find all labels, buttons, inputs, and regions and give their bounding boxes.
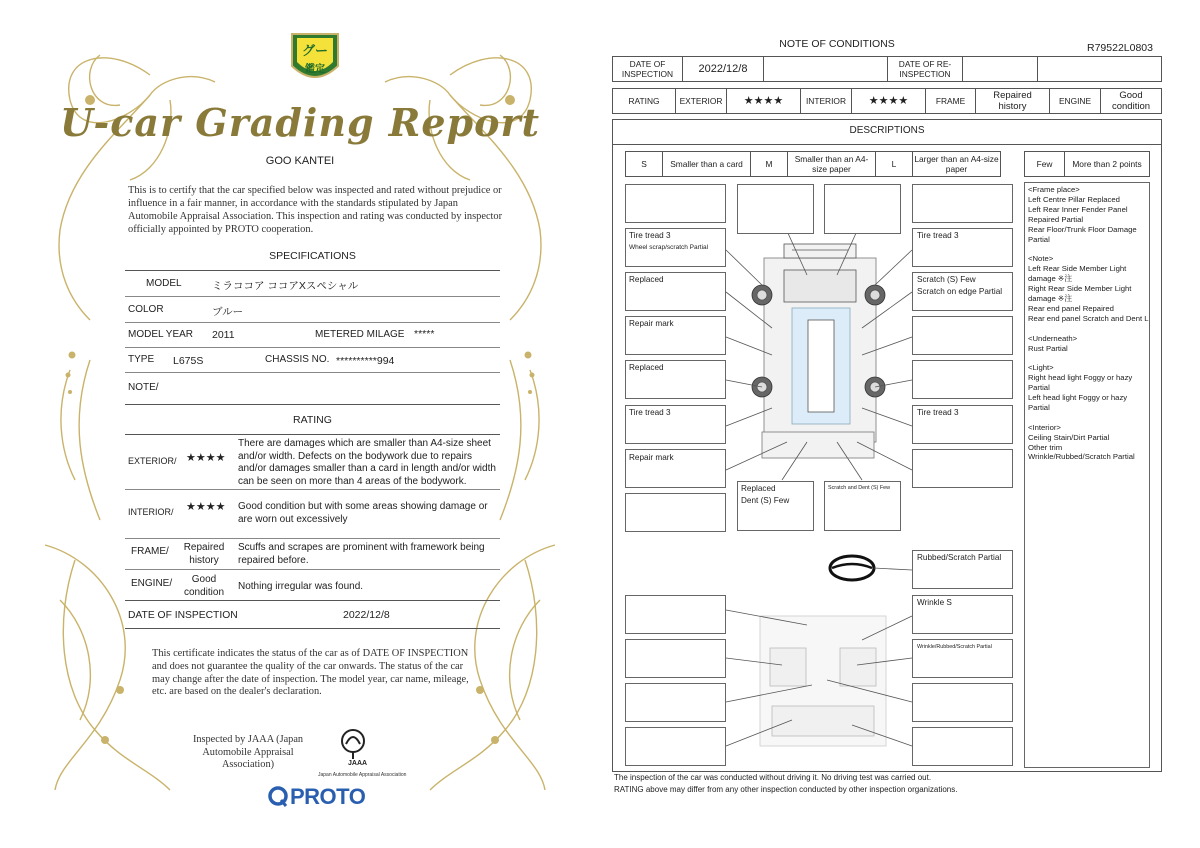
dent-note: Dent (S) Few xyxy=(741,496,790,505)
note-label: NOTE/ xyxy=(128,382,159,393)
exterior-description: There are damages which are smaller than A4-size sheet and/or width. Defects on the bodywork due to repairs and/or damages smaller than a card in length and/or width can be seen on more than 4 areas of the bodywork. xyxy=(238,438,496,487)
frame-value-cell: Repaired history xyxy=(975,88,1050,114)
divider xyxy=(125,538,500,539)
mileage-value: ***** xyxy=(414,328,435,340)
legend-l-text: Larger than an A4-size paper xyxy=(912,151,1001,177)
disclaimer-line-1: The inspection of the car was conducted without driving it. No driving test was carried out. xyxy=(614,773,932,782)
condition-box xyxy=(912,360,1013,399)
wheel-scrap-note: Wheel scrap/scratch Partial xyxy=(629,244,709,251)
exterior-label: EXTERIOR/ xyxy=(128,456,177,466)
note-of-conditions-title: NOTE OF CONDITIONS xyxy=(779,38,895,50)
badge-top-text: グー xyxy=(301,43,328,58)
condition-box xyxy=(737,184,814,234)
wrinkle-rubbed-note: Wrinkle/Rubbed/Scratch Partial xyxy=(917,644,992,650)
engine-value: Good condition xyxy=(183,574,225,598)
replaced-note: Replaced xyxy=(629,363,664,372)
scratch-note: Scratch (S) Few xyxy=(917,275,976,284)
condition-box xyxy=(912,449,1013,488)
report-title: U-car Grading Report xyxy=(59,100,541,145)
condition-box xyxy=(625,639,726,678)
divider xyxy=(125,270,500,271)
interior-label: INTERIOR/ xyxy=(128,507,174,517)
condition-notes: <Frame place> Left Centre Pillar Replaced Left Rear Inner Fender Panel Repaired Partial Rear Floor/Trunk Floor Damage Partial <Note> Left Rear Side Member Light damage ※注 Right Rear Side Member Light damage ※注 Rear end panel Repaired Rear end panel Scratch and Dent L <Underneath> Rust Partial <Light> Right head light Foggy or hazy Partial Left head light Foggy or hazy Partial <Interior> Ceiling Stain/Dirt Partial Other trim Wrinkle/Rubbed/Scratch Partial xyxy=(1028,185,1149,462)
divider xyxy=(125,322,500,323)
model-label: MODEL xyxy=(146,278,182,289)
disclaimer-line-2: RATING above may differ from any other inspection conducted by other inspection organizations. xyxy=(614,784,958,794)
scratch-dent-note: Scratch and Dent (S) Few xyxy=(828,485,891,491)
rating-label: RATING xyxy=(612,88,676,114)
engine-value-cell: Good condition xyxy=(1100,88,1162,114)
tire-tread-note: Tire tread 3 xyxy=(629,231,671,240)
legend-m: M xyxy=(750,151,788,177)
mileage-label: METERED MILAGE xyxy=(315,329,405,340)
reference-number: R79522L0803 xyxy=(1087,42,1153,54)
divider xyxy=(125,600,500,601)
divider xyxy=(125,489,500,490)
proto-logo-text: PROTO xyxy=(290,784,366,809)
date-of-reinspection-label: DATE OF RE-INSPECTION xyxy=(887,56,963,82)
condition-box xyxy=(625,493,726,532)
divider xyxy=(125,347,500,348)
replaced-note: Replaced xyxy=(629,275,664,284)
repair-mark-note: Repair mark xyxy=(629,453,674,462)
frame-label-cell: FRAME xyxy=(925,88,976,114)
interior-stars-cell: ★★★★ xyxy=(851,88,926,114)
condition-box xyxy=(912,316,1013,355)
model-year-value: 2011 xyxy=(212,329,235,341)
divider xyxy=(125,296,500,297)
descriptions-heading: DESCRIPTIONS xyxy=(849,125,925,136)
exterior-label-cell: EXTERIOR xyxy=(675,88,727,114)
empty-cell xyxy=(763,56,888,82)
replaced-note: Replaced xyxy=(741,484,776,493)
condition-box xyxy=(912,184,1013,223)
legend-few: Few xyxy=(1024,151,1065,177)
divider xyxy=(612,144,1162,145)
condition-box xyxy=(625,184,726,223)
proto-logo-icon xyxy=(268,786,288,808)
condition-box xyxy=(912,727,1013,766)
inspected-by: Inspected by JAAA (Japan Automobile Appraisal Association) xyxy=(192,734,304,771)
jaaa-caption: Japan Automobile Appraisal Association xyxy=(318,772,407,778)
interior-description: Good condition but with some areas showing damage or are worn out excessively xyxy=(238,501,488,525)
tire-tread-note: Tire tread 3 xyxy=(917,408,959,417)
exterior-stars: ★★★★ xyxy=(186,452,226,464)
legend-few-text: More than 2 points xyxy=(1064,151,1150,177)
steering-note: Rubbed/Scratch Partial xyxy=(917,553,1002,562)
disclaimer xyxy=(614,772,957,795)
engine-description: Nothing irregular was found. xyxy=(238,581,364,592)
color-value: ブルー xyxy=(212,306,244,318)
report-subtitle: GOO KANTEI xyxy=(265,155,335,167)
interior-stars: ★★★★ xyxy=(186,501,226,513)
legend-s: S xyxy=(625,151,663,177)
tire-tread-note: Tire tread 3 xyxy=(629,408,671,417)
condition-box xyxy=(625,595,726,634)
divider xyxy=(125,628,500,629)
date-of-inspection-label: DATE OF INSPECTION xyxy=(612,56,683,82)
model-value: ミラココア ココアXスペシャル xyxy=(212,280,359,292)
inspection-date-value: 2022/12/8 xyxy=(343,609,390,621)
legend-l: L xyxy=(875,151,913,177)
engine-label-cell: ENGINE xyxy=(1049,88,1101,114)
chassis-value: **********994 xyxy=(336,355,395,367)
badge-bottom-text: 鑑定 xyxy=(305,64,325,75)
certify-statement: This is to certify that the car specified below was inspected and rated without prejudice or influence in a fair manner, in accordance with the standards stipulated by Japan Automobile Appraisal Association. This inspection and rating was conducted by inspector officially appointed by PROTO cooperation. xyxy=(128,185,503,235)
tire-tread-note: Tire tread 3 xyxy=(917,231,959,240)
empty-cell xyxy=(962,56,1038,82)
scratch-edge-note: Scratch on edge Partial xyxy=(917,287,1003,296)
condition-box xyxy=(625,727,726,766)
divider xyxy=(125,434,500,435)
goo-kantei-badge xyxy=(288,32,342,88)
frame-label: FRAME/ xyxy=(131,546,169,557)
engine-label: ENGINE/ xyxy=(131,578,173,589)
interior-label-cell: INTERIOR xyxy=(800,88,852,114)
inspection-date-label: DATE OF INSPECTION xyxy=(128,610,238,621)
repair-mark-note: Repair mark xyxy=(629,319,674,328)
jaaa-mark: JAAA xyxy=(348,760,368,767)
rating-heading: RATING xyxy=(293,414,332,426)
wrinkle-note: Wrinkle S xyxy=(917,598,952,607)
type-label: TYPE xyxy=(128,354,155,365)
frame-value: Repaired history xyxy=(183,542,225,566)
model-year-label: MODEL YEAR xyxy=(128,329,194,340)
jaaa-emblem-icon xyxy=(340,728,366,760)
color-label: COLOR xyxy=(128,304,164,315)
specifications-heading: SPECIFICATIONS xyxy=(269,250,356,262)
condition-box xyxy=(912,683,1013,722)
date-of-inspection-value: 2022/12/8 xyxy=(682,56,764,82)
chassis-label: CHASSIS NO. xyxy=(265,354,330,365)
divider xyxy=(125,372,500,373)
divider xyxy=(125,404,500,405)
divider xyxy=(125,569,500,570)
condition-box xyxy=(625,683,726,722)
exterior-stars-cell: ★★★★ xyxy=(726,88,801,114)
certificate-disclaimer: This certificate indicates the status of the car as of DATE OF INSPECTION and does not guarantee the quality of the car onwards. The status of the car may change after the date of inspection. The model year, car name, mileage, etc. are based on the dealer's declaration. xyxy=(152,648,469,698)
empty-cell xyxy=(1037,56,1162,82)
condition-box xyxy=(824,184,901,234)
legend-m-text: Smaller than an A4-size paper xyxy=(787,151,876,177)
frame-description: Scuffs and scrapes are prominent with framework being repaired before. xyxy=(238,542,485,566)
type-value: L675S xyxy=(173,355,204,367)
legend-s-text: Smaller than a card xyxy=(662,151,751,177)
